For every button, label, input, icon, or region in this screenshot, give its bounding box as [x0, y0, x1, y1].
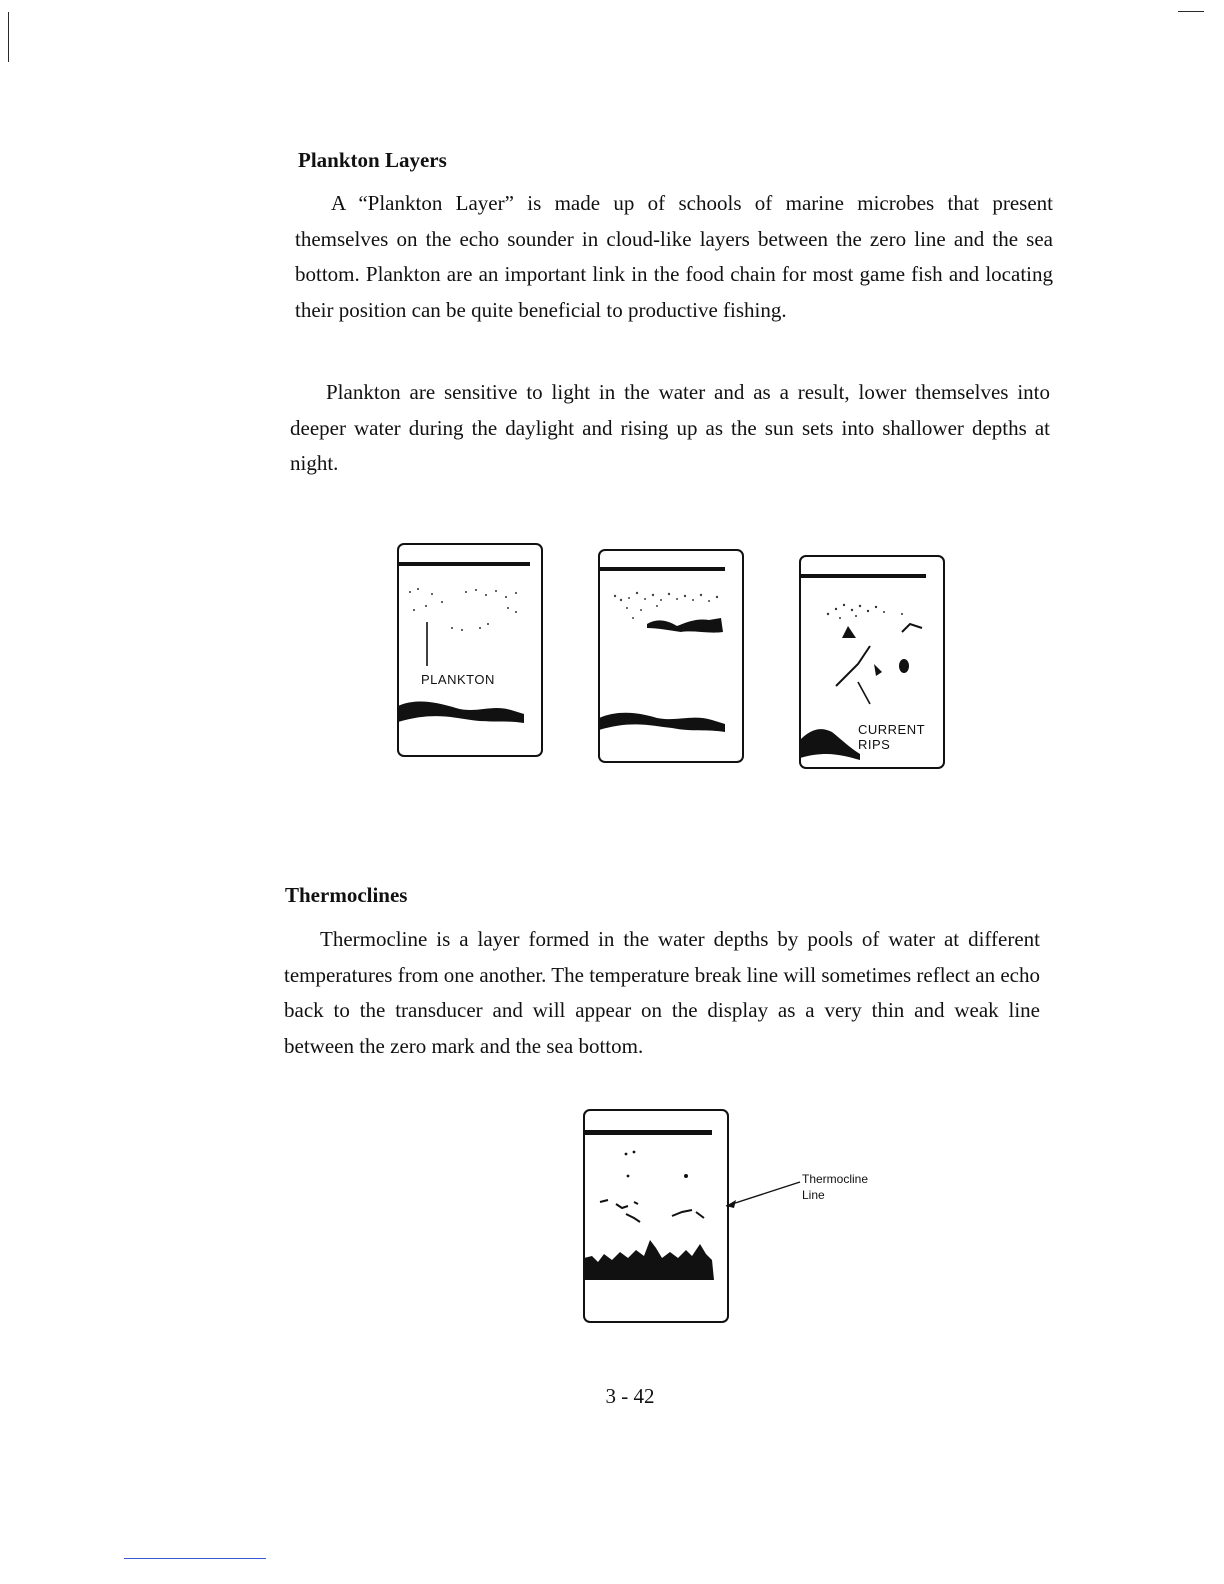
thermoclines-paragraph: Thermocline is a layer formed in the water depths by pools of water at different temperatures from one another. The temperature break line will sometimes reflect an echo back to the transducer and will appear on the display as a very thin and weak line between the zero mark and the sea bottom.	[284, 927, 1040, 1058]
zero-line	[800, 574, 926, 578]
echo-screen-plankton	[396, 542, 546, 760]
current-label-line1: CURRENT	[858, 722, 926, 737]
zero-line	[584, 1130, 712, 1135]
scan-bottom-line	[124, 1558, 266, 1559]
plankton-paragraph-1: A “Plankton Layer” is made up of schools of marine microbes that present themselves on the echo sounder in cloud-like layers between the zero line and the sea bottom. Plankton are an important link in the food chain for most game fish and locating their position can be quite beneficial to productive fishing.	[295, 191, 1053, 322]
thermoclines-heading: Thermoclines	[285, 883, 408, 907]
scan-corner-line	[1178, 11, 1204, 12]
zero-line	[398, 562, 530, 566]
current-label-line2: RIPS	[858, 737, 891, 752]
echo-screen-current-rips	[798, 554, 948, 772]
thermocline-pointer	[726, 1182, 800, 1206]
plankton-label: PLANKTON	[421, 672, 495, 687]
thermocline-label-line1: Thermocline	[802, 1172, 869, 1186]
fish-echo-blob	[899, 659, 909, 673]
echo-screen-plankton-dense	[597, 548, 747, 766]
plankton-heading: Plankton Layers	[298, 148, 447, 172]
page-number: 3 - 42	[605, 1384, 655, 1408]
zero-line	[599, 567, 725, 571]
thermocline-label-line2: Line	[802, 1188, 825, 1202]
echo-screen-thermocline	[582, 1108, 912, 1326]
scan-edge-line	[8, 12, 9, 62]
screen-frame	[584, 1110, 728, 1322]
plankton-paragraph-2: Plankton are sensitive to light in the water and as a result, lower themselves into deeper water during the daylight and rising up as the sun sets into shallower depths at night.	[290, 380, 1050, 475]
screen-frame	[398, 544, 542, 756]
